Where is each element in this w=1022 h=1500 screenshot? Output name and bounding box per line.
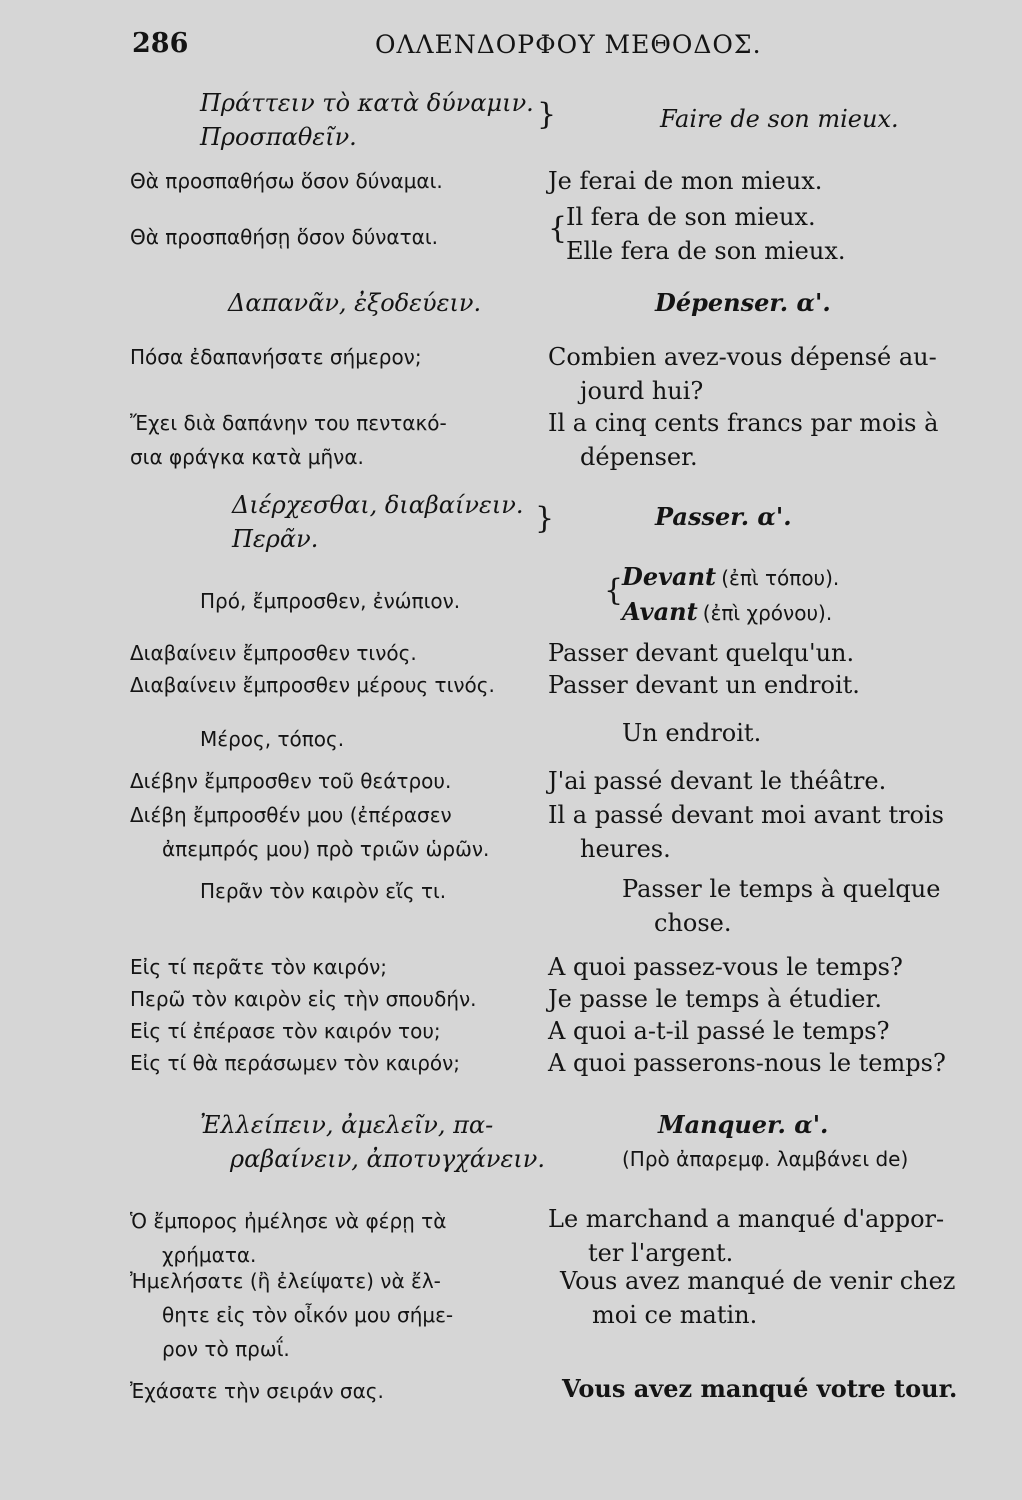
greek-line: Εἰς τί ἐπέρασε τὸν καιρόν του; <box>130 1019 441 1043</box>
greek-note: (ἐπὶ τόπου). <box>721 566 840 590</box>
french-line: Un endroit. <box>622 719 762 747</box>
french-line: A quoi passez-vous le temps? <box>548 953 903 981</box>
greek-entry-17 <box>130 1014 545 1048</box>
french-line: Vous avez manqué de venir chez <box>560 1267 956 1295</box>
right-brace: } <box>537 97 557 132</box>
greek-line: Διαβαίνειν ἔμπροσθεν μέρους τινός. <box>130 673 495 697</box>
greek-line: Περᾶν τὸν καιρὸν εἴς τι. <box>200 879 447 903</box>
greek-entry-3 <box>130 220 545 254</box>
french-entry-15 <box>548 950 998 984</box>
greek-entry-13 <box>130 798 545 866</box>
greek-line: σια φράγκα κατὰ μῆνα. <box>130 445 364 469</box>
greek-entry-15 <box>130 950 545 984</box>
greek-line: ρον τὸ πρωΐ. <box>162 1337 290 1361</box>
greek-line: Μέρος, τόπος. <box>200 727 345 751</box>
greek-line: Προσπαθεῖν. <box>200 123 357 151</box>
french-line: A quoi passerons-nous le temps? <box>548 1049 946 1077</box>
french-line: Passer. α'. <box>655 502 792 531</box>
french-entry-22 <box>562 1372 1012 1406</box>
french-line: Passer devant un endroit. <box>548 671 860 699</box>
french-word: Avant <box>622 597 698 626</box>
greek-line: Διέβη ἔμπροσθέν μου (ἐπέρασεν <box>130 803 452 827</box>
greek-line: χρήματα. <box>162 1243 257 1267</box>
greek-line: Ἐλλείπειν, ἀμελεῖν, πα- <box>200 1111 494 1139</box>
french-line: Je ferai de mon mieux. <box>548 167 823 195</box>
greek-line: Ἠμελήσατε (ἢ ἐλείψατε) νὰ ἔλ- <box>130 1269 441 1293</box>
french-entry-21 <box>560 1264 1010 1332</box>
french-entry-16 <box>548 982 998 1016</box>
french-entry-6 <box>548 406 998 474</box>
greek-line: Πράττειν τὸ κατὰ δύναμιν. <box>200 89 534 117</box>
french-entry-18 <box>548 1046 998 1080</box>
french-entry-17 <box>548 1014 998 1048</box>
greek-line: Θὰ προσπαθήσω ὅσον δύναμαι. <box>130 169 443 193</box>
french-entry-5 <box>548 340 998 408</box>
page-number: 286 <box>132 28 189 59</box>
french-line: Passer le temps à quelque <box>622 875 941 903</box>
greek-line: Πόσα ἐδαπανήσατε σήμερον; <box>130 345 422 369</box>
greek-entry-18 <box>130 1046 545 1080</box>
greek-line: Θὰ προσπαθήσῃ ὅσον δύναται. <box>130 225 438 249</box>
french-line: J'ai passé devant le théâtre. <box>548 767 887 795</box>
french-word: Devant <box>622 562 717 591</box>
greek-entry-22 <box>130 1374 545 1408</box>
greek-line: ἀπεμπρός μου) πρὸ τριῶν ὡρῶν. <box>162 837 490 861</box>
french-entry-1 <box>660 102 1022 136</box>
greek-entry-7 <box>232 488 532 556</box>
french-entry-3 <box>566 200 1016 268</box>
french-line: Il fera de son mieux. <box>566 203 816 231</box>
left-brace: { <box>604 573 624 608</box>
greek-entry-6 <box>130 406 545 474</box>
french-line: Il a cinq cents francs par mois à <box>548 409 939 437</box>
greek-line: Διέβην ἔμπροσθεν τοῦ θεάτρου. <box>130 769 452 793</box>
french-line: Faire de son mieux. <box>660 105 899 133</box>
french-line: Passer devant quelqu'un. <box>548 639 855 667</box>
greek-entry-12 <box>130 764 545 798</box>
page-header <box>0 28 1022 68</box>
greek-line: Περᾶν. <box>232 525 319 553</box>
french-line: A quoi a-t-il passé le temps? <box>548 1017 890 1045</box>
greek-line: Εἰς τί θὰ περάσωμεν τὸν καιρόν; <box>130 1051 461 1075</box>
right-brace: } <box>535 501 555 536</box>
french-line: Combien avez-vous dépensé au- <box>548 343 937 371</box>
left-brace: { <box>548 211 568 246</box>
greek-entry-14 <box>200 874 615 908</box>
french-line: jourd hui? <box>580 377 704 405</box>
french-entry-13 <box>548 798 998 866</box>
french-entry-11 <box>622 716 1022 750</box>
greek-entry-4 <box>228 286 643 320</box>
greek-note: (ἐπὶ χρόνου). <box>702 601 833 625</box>
french-line: Je passe le temps à étudier. <box>548 985 882 1013</box>
greek-line: Ἔχει διὰ δαπάνην του πεντακό- <box>130 411 447 435</box>
french-line: Dépenser. α'. <box>655 288 831 317</box>
greek-line: ραβαίνειν, ἀποτυγχάνειν. <box>230 1145 546 1173</box>
french-entry-20 <box>548 1202 998 1270</box>
french-entry-9 <box>548 636 998 670</box>
greek-entry-20 <box>130 1204 545 1272</box>
french-line: Le marchand a manqué d'appor- <box>548 1205 945 1233</box>
french-entry-4 <box>655 286 1022 320</box>
french-entry-14 <box>622 872 1022 940</box>
french-entry-12 <box>548 764 998 798</box>
french-line: ter l'argent. <box>588 1239 734 1267</box>
greek-line: Περῶ τὸν καιρὸν εἰς τὴν σπουδήν. <box>130 987 477 1011</box>
greek-line: Εἰς τί περᾶτε τὸν καιρόν; <box>130 955 387 979</box>
greek-line: Ἐχάσατε τὴν σειράν σας. <box>130 1379 384 1403</box>
french-entry-8 <box>622 560 1022 630</box>
greek-line: Διαβαίνειν ἔμπροσθεν τινός. <box>130 641 417 665</box>
french-line: (Πρὸ ἀπαρεμφ. λαμβάνει de) <box>622 1147 909 1171</box>
french-line: dépenser. <box>580 443 698 471</box>
french-line: Elle fera de son mieux. <box>566 237 846 265</box>
french-entry-19 <box>622 1108 1022 1176</box>
greek-entry-16 <box>130 982 545 1016</box>
greek-entry-10 <box>130 668 545 702</box>
french-line: moi ce matin. <box>592 1301 758 1329</box>
greek-line: Διέρχεσθαι, διαβαίνειν. <box>232 491 524 519</box>
greek-entry-5 <box>130 340 545 374</box>
french-line: Vous avez manqué votre tour. <box>562 1374 958 1403</box>
greek-entry-19 <box>200 1108 545 1176</box>
greek-entry-9 <box>130 636 545 670</box>
french-line: Il a passé devant moi avant trois <box>548 801 944 829</box>
greek-entry-21 <box>130 1264 545 1366</box>
french-entry-10 <box>548 668 998 702</box>
greek-entry-8 <box>200 584 615 618</box>
greek-entry-2 <box>130 164 545 198</box>
greek-line: θητε εἰς τὸν οἶκόν μου σήμε- <box>162 1303 454 1327</box>
french-line: heures. <box>580 835 671 863</box>
greek-entry-1 <box>200 86 534 154</box>
greek-entry-11 <box>200 722 615 756</box>
french-entry-7 <box>655 500 1022 534</box>
greek-line: Ὁ ἔμπορος ἠμέλησε νὰ φέρῃ τὰ <box>130 1209 447 1233</box>
french-entry-2 <box>548 164 998 198</box>
greek-line: Δαπανᾶν, ἐξοδεύειν. <box>228 289 482 317</box>
french-line: Manquer. α'. <box>658 1110 829 1139</box>
greek-line: Πρό, ἔμπροσθεν, ἐνώπιον. <box>200 589 461 613</box>
french-line: chose. <box>654 909 732 937</box>
running-title: ΟΛΛΕΝΔΟΡΦΟΥ ΜΕΘΟΔΟΣ. <box>375 30 762 59</box>
